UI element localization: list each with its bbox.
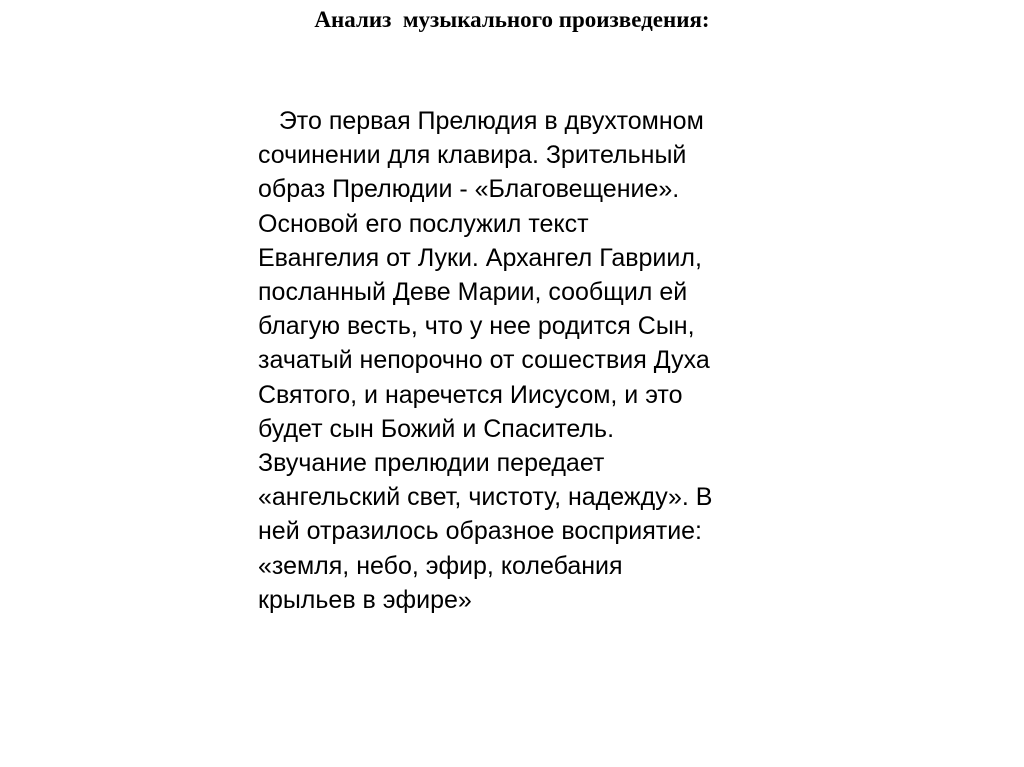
text-line: Святого, и наречется Иисусом, и это: [258, 380, 683, 409]
body-paragraph: [258, 104, 798, 617]
text-line: ней отразилось образное восприятие:: [258, 517, 703, 546]
text-line: крыльев в эфире»: [258, 585, 472, 614]
text-line: сочинении для клавира. Зрительный: [258, 141, 687, 170]
text-line: Звучание прелюдии передает: [258, 449, 605, 478]
text-line: Основой его послужил текст: [258, 209, 589, 238]
text-line: будет сын Божий и Спаситель.: [258, 414, 615, 443]
text-line: благую весть, что у нее родится Сын,: [258, 312, 695, 341]
text-line: зачатый непорочно от сошествия Духа: [258, 346, 710, 375]
text-line: «земля, небо, эфир, колебания: [258, 551, 623, 580]
text-line: посланный Деве Марии, сообщил ей: [258, 278, 688, 307]
text-line: Евангелия от Луки. Архангел Гавриил,: [258, 243, 702, 272]
slide-title: Анализ музыкального произведения:: [314, 7, 710, 32]
text-line: «ангельский свет, чистоту, надежду». В: [258, 483, 713, 512]
text-line: образ Прелюдии - «Благовещение».: [258, 175, 680, 204]
text-line: Это первая Прелюдия в двухтомном: [258, 107, 704, 135]
